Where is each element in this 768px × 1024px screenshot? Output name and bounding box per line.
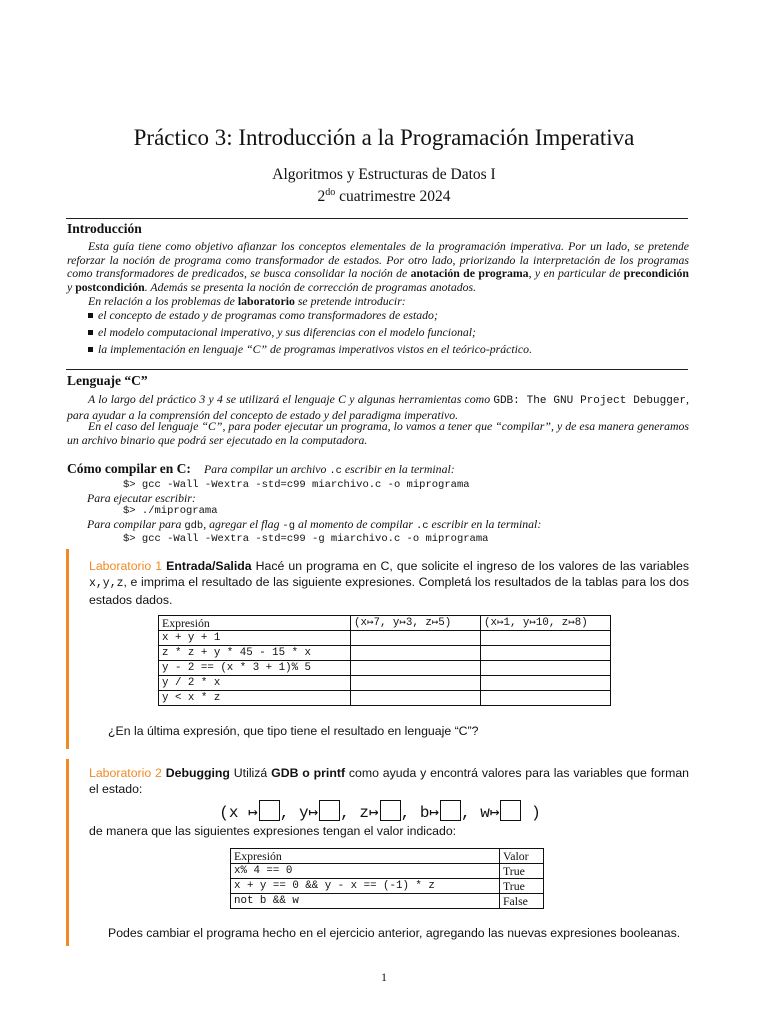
table-header-cell: (x↦7, y↦3, z↦5) — [351, 616, 481, 631]
lab2-after-state: de manera que las siguientes expresiones tengan el valor indicado: — [89, 824, 457, 838]
run-label: Para ejecutar escribir: — [87, 491, 196, 505]
intro-lab-paragraph: En relación a los problemas de laboratorio se pretende introducir: — [88, 294, 406, 308]
lab2-table-wrap — [230, 848, 544, 909]
expression-cell: z * z + y * 45 - 15 * x — [159, 646, 351, 661]
lab1-question: ¿En la última expresión, que tipo tiene el resultado en lenguaje “C”? — [108, 724, 479, 738]
value-cell: True — [500, 864, 544, 879]
table-header-cell: Expresión — [231, 849, 500, 864]
lab2-footer: Podes cambiar el programa hecho en el ejercicio anterior, agregando las nuevas expresiones booleanas. — [108, 926, 681, 940]
value-cell: True — [500, 879, 544, 894]
expression-cell: y < x * z — [159, 691, 351, 706]
lab2-label: Laboratorio 2 — [89, 766, 162, 780]
table-row — [159, 691, 611, 706]
expression-cell: y / 2 * x — [159, 676, 351, 691]
lang-paragraph-1: A lo largo del práctico 3 y 4 se utilizará el lenguaje C y algunas herramientas como GDB: The GNU Project Debugger, para ayudar a la comprensión del concepto de estado y del paradigma imperativo. — [67, 392, 689, 422]
lang-paragraph-2: En el caso del lenguaje “C”, para poder ejecutar un programa, lo vamos a tener que “compilar”, y de esa manera generamos un archivo binario que podrá ser ejecutado en la computadora. — [67, 419, 689, 447]
answer-cell — [481, 646, 611, 661]
compile-command: $> gcc -Wall -Wextra -std=c99 miarchivo.c -o miprograma — [123, 479, 470, 491]
compile-intro: Para compilar un archivo .c escribir en la terminal: — [203, 462, 455, 477]
list-item: la implementación en lenguaje “C” de programas imperativos vistos en el teórico-práctico. — [67, 341, 689, 358]
table-row — [231, 894, 544, 909]
expression-cell: x + y == 0 && y - x == (-1) * z — [231, 879, 500, 894]
run-command: $> ./miprograma — [123, 505, 218, 517]
answer-cell — [481, 661, 611, 676]
document-title: Práctico 3: Introducción a la Programación Imperativa — [133, 125, 635, 150]
table-header-cell: (x↦1, y↦10, z↦8) — [481, 616, 611, 631]
page-number: 1 — [381, 970, 387, 984]
b-value-box — [440, 800, 461, 821]
table-row — [231, 864, 544, 879]
answer-cell — [481, 676, 611, 691]
table-row — [231, 879, 544, 894]
answer-cell — [351, 691, 481, 706]
lab2-block — [89, 765, 689, 797]
lang-heading: Lenguaje “C” — [67, 373, 148, 388]
table-row — [159, 661, 611, 676]
table-row — [159, 676, 611, 691]
answer-cell — [481, 691, 611, 706]
gdb-compile-command: $> gcc -Wall -Wextra -std=c99 -g miarchivo.c -o miprograma — [123, 533, 489, 545]
lab2-accent-bar — [66, 759, 69, 946]
table-header-cell: Valor — [500, 849, 544, 864]
answer-cell — [351, 646, 481, 661]
answer-cell — [351, 631, 481, 646]
y-value-box — [319, 800, 340, 821]
lab1-label: Laboratorio 1 — [89, 559, 163, 573]
compile-section — [67, 461, 689, 546]
intro-paragraph: Esta guía tiene como objetivo afianzar los conceptos elementales de la programación imperativa. Por un lado, se pretende reforzar la noción de programa como transformador de estados. Por otro lado, priorizando la interpretación de los programas como transformadores de predicados, se busca consolidar la noción de anotación de programa, y en particular de precondición y postcondición. Además se presenta la noción de corrección de programas anotados. — [67, 239, 689, 294]
expression-cell: x + y + 1 — [159, 631, 351, 646]
x-value-box — [259, 800, 280, 821]
table-header-row — [231, 849, 544, 864]
lab1-table-wrap — [158, 615, 611, 706]
lab1-block — [89, 558, 689, 608]
answer-cell — [351, 661, 481, 676]
z-value-box — [380, 800, 401, 821]
lab1-title: Entrada/Salida — [166, 559, 252, 573]
answer-cell — [481, 631, 611, 646]
lab2-title: Debugging — [165, 766, 230, 780]
table-row — [159, 646, 611, 661]
answer-cell — [351, 676, 481, 691]
value-cell: False — [500, 894, 544, 909]
w-value-box — [500, 800, 521, 821]
section-divider — [66, 218, 688, 219]
intro-bullet-list — [67, 307, 689, 358]
state-template: (x ↦ , y↦ , z↦ , b↦ , w↦ ) — [0, 800, 764, 822]
expression-cell: not b && w — [231, 894, 500, 909]
table-header-row — [159, 616, 611, 631]
lab1-table — [158, 615, 611, 706]
list-item: el modelo computacional imperativo, y sus diferencias con el modelo funcional; — [67, 324, 689, 341]
expression-cell: y - 2 == (x * 3 + 1)% 5 — [159, 661, 351, 676]
lab1-accent-bar — [66, 549, 69, 749]
document-subtitle — [0, 166, 768, 206]
lab2-table — [230, 848, 544, 909]
subject-name: Algoritmos y Estructuras de Datos I — [272, 166, 496, 183]
section-divider — [66, 369, 688, 370]
intro-heading: Introducción — [67, 221, 142, 236]
list-item: el concepto de estado y de programas como transformadores de estado; — [67, 307, 689, 324]
table-row — [159, 631, 611, 646]
table-header-cell: Expresión — [159, 616, 351, 631]
expression-cell: x% 4 == 0 — [231, 864, 500, 879]
term: $2^{do}$ cuatrimestre 2024 — [317, 187, 451, 206]
lab1-statement: Laboratorio 1 Entrada/Salida Hacé un programa en C, que solicite el ingreso de los valores de las variables x,y,z, e imprima el resultado de las siguiente expresiones. Completá los resultados de la tablas para los dos estados dados. — [89, 559, 690, 607]
lab2-statement: Laboratorio 2 Debugging Utilizá GDB o printf como ayuda y encontrá valores para las variables que forman el estado: — [89, 766, 689, 796]
gdb-compile-label: Para compilar para gdb, agregar el flag -g al momento de compilar .c escribir en la terminal: — [87, 517, 542, 532]
compile-heading: Cómo compilar en C: — [67, 461, 191, 476]
